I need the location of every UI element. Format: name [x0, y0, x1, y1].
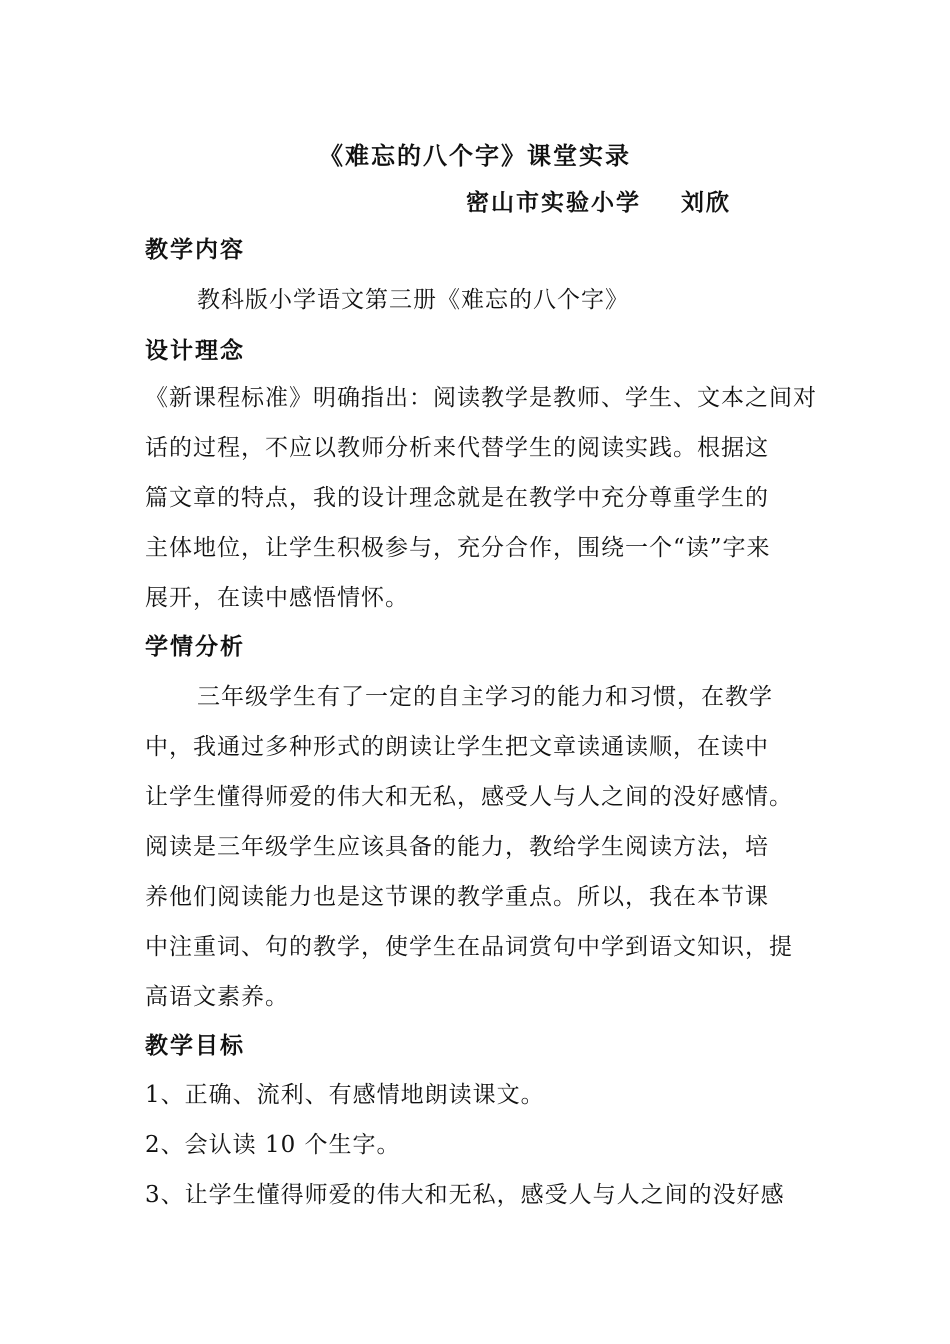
- goal-item: 3、让学生懂得师爱的伟大和无私，感受人与人之间的没好感: [145, 1182, 785, 1208]
- document-title: 《难忘的八个字》课堂实录: [319, 142, 631, 170]
- section-heading-content: 教学内容: [145, 237, 245, 263]
- concept-line: 话的过程，不应以教师分析来代替学生的阅读实践。根据这: [145, 435, 769, 461]
- analysis-line: 三年级学生有了一定的自主学习的能力和习惯，在教学: [197, 684, 773, 710]
- author-name: 刘欣: [681, 190, 731, 216]
- analysis-line: 中，我通过多种形式的朗读让学生把文章读通读顺，在读中: [145, 734, 769, 760]
- author-line: [466, 184, 731, 217]
- content-line: 教科版小学语文第三册《难忘的八个字》: [197, 287, 629, 313]
- concept-line: 展开，在读中感悟情怀。: [145, 585, 409, 611]
- section-heading-analysis: 学情分析: [145, 634, 245, 660]
- concept-line: 主体地位，让学生积极参与，充分合作，围绕一个“读”字来: [145, 535, 771, 561]
- analysis-line: 高语文素养。: [145, 984, 289, 1010]
- goal-item: 2、会认读 10 个生字。: [145, 1132, 401, 1158]
- analysis-line: 养他们阅读能力也是这节课的教学重点。所以，我在本节课: [145, 884, 769, 910]
- analysis-line: 让学生懂得师爱的伟大和无私，感受人与人之间的没好感情。: [145, 784, 793, 810]
- author-school: 密山市实验小学: [466, 190, 641, 216]
- concept-line: 《新课程标准》明确指出：阅读教学是教师、学生、文本之间对: [145, 385, 817, 411]
- goal-item: 1、正确、流利、有感情地朗读课文。: [145, 1082, 545, 1108]
- section-heading-concept: 设计理念: [145, 338, 245, 364]
- analysis-line: 阅读是三年级学生应该具备的能力，教给学生阅读方法，培: [145, 834, 769, 860]
- section-heading-goals: 教学目标: [145, 1033, 245, 1059]
- analysis-line: 中注重词、句的教学，使学生在品词赏句中学到语文知识，提: [145, 934, 793, 960]
- concept-line: 篇文章的特点，我的设计理念就是在教学中充分尊重学生的: [145, 485, 769, 511]
